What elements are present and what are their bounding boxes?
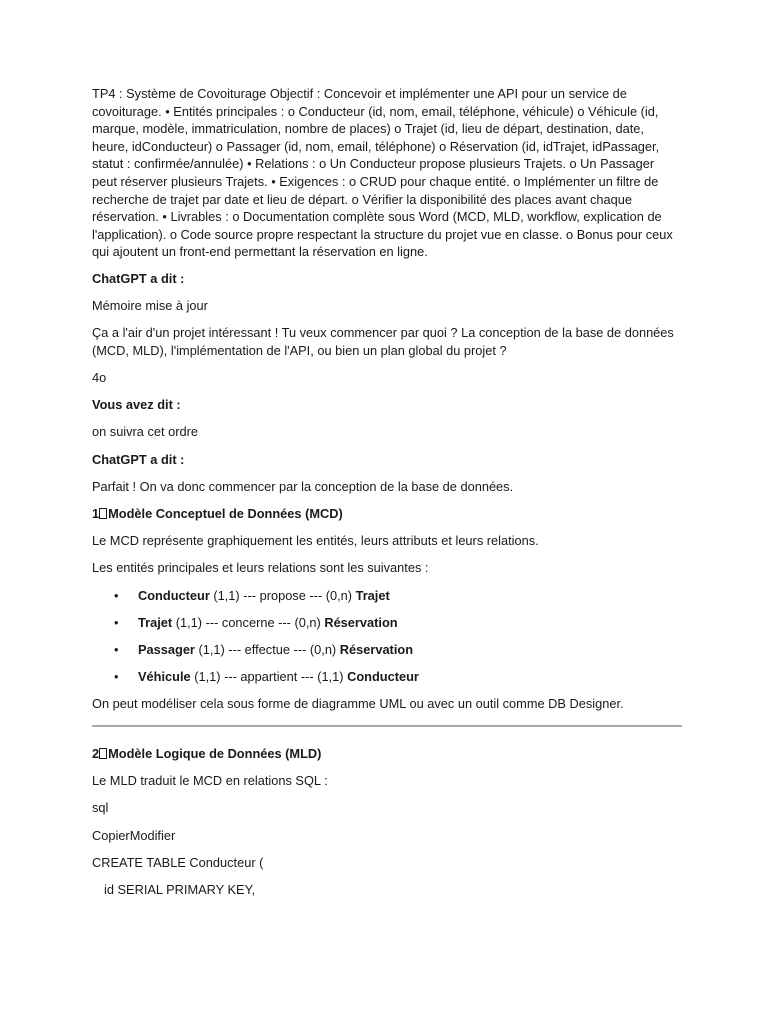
chatgpt-answer-1: Ça a l'air d'un projet intéressant ! Tu veux commencer par quoi ? La conception de la base de données (MCD, MLD), l'implémentation de l'API, ou bien un plan global du projet ? [92,325,674,358]
relation-right-entity: Conducteur [347,669,419,685]
bullet-icon: • [114,669,119,685]
user-said-label: Vous avez dit : [92,397,181,413]
chatgpt-said-label: ChatGPT a dit : [92,270,185,286]
mcd-heading [92,505,682,523]
code-line: id SERIAL PRIMARY KEY, [104,881,256,897]
mld-heading [92,745,682,763]
mcd-heading-title: Modèle Conceptuel de Données (MCD) [108,506,343,522]
relation-left-entity: Véhicule [138,669,191,685]
list-item [92,587,682,605]
list-item [92,641,682,659]
document-content [92,85,682,908]
relation-right-entity: Réservation [339,641,414,657]
bullet-icon: • [114,641,119,657]
copy-edit-label: CopierModifier [92,827,176,843]
relation-cardinality: (1,1) --- concerne --- (0,n) [172,614,325,630]
relations-list [92,587,682,686]
mcd-description: Le MCD représente graphiquement les entités, leurs attributs et leurs relations. [92,533,539,549]
bullet-icon: • [114,587,119,603]
relation-left-entity: Conducteur [138,587,210,603]
mld-heading-number: 2 [92,745,100,761]
memory-updated-text: Mémoire mise à jour [92,298,208,314]
relation-left-entity: Passager [138,641,195,657]
relation-right-entity: Réservation [324,614,398,630]
relation-cardinality: (1,1) --- effectue --- (0,n) [194,641,340,657]
chatgpt-answer-2: Parfait ! On va donc commencer par la conception de la base de données. [92,478,514,494]
list-item [92,614,682,632]
mcd-outro: On peut modéliser cela sous forme de diagramme UML ou avec un outil comme DB Designer. [92,696,624,712]
relation-right-entity: Trajet [355,587,390,603]
user-message: on suivra cet ordre [92,424,198,440]
relation-cardinality: (1,1) --- propose --- (0,n) [209,587,356,603]
mld-heading-title: Modèle Logique de Données (MLD) [108,745,322,761]
relation-left-entity: Trajet [138,614,173,630]
chatgpt-said-label-2: ChatGPT a dit : [92,451,185,467]
code-language-label: sql [92,800,109,816]
mld-description: Le MLD traduit le MCD en relations SQL : [92,773,328,789]
bullet-icon: • [114,614,119,630]
code-line: CREATE TABLE Conducteur ( [92,854,264,870]
assignment-text: TP4 : Système de Covoiturage Objectif : Concevoir et implémenter une API pour un service de covoiturage. • Entités principales : o Conducteur (id, nom, email, téléphone, véhicule) o Véhicule (id, marque, modèle, immatriculation, nombre de places) o Trajet (id, lieu de départ, destination, date, heure, idConducteur) o Passager (id, nom, email, téléphone) o Réservation (id, idTrajet, idPassager, statut : confirmée/annulée) • Relations : o Un Conducteur propose plusieurs Trajets. o Un Passager peut réserver plusieurs Trajets. • Exigences : o CRUD pour chaque entité. o Implémenter un filtre de recherche de trajet par date et lieu de départ. o Vérifier la disponibilité des places avant chaque réservation. • Livrables : o Documentation complète sous Word (MCD, MLD, workflow, explication de l'application). o Code source propre respectant la structure du projet vue en classe. o Bonus pour ceux qui ajoutent un front-end permettant la réservation en ligne. [92,86,673,260]
mcd-lead: Les entités principales et leurs relations sont les suivantes : [92,560,429,576]
relation-cardinality: (1,1) --- appartient --- (1,1) [190,669,348,685]
mcd-heading-number: 1 [92,506,100,522]
list-item [92,668,682,686]
section-divider [92,725,682,727]
missing-glyph-icon [99,748,107,759]
missing-glyph-icon [99,508,107,519]
model-label: 4o [92,370,107,386]
